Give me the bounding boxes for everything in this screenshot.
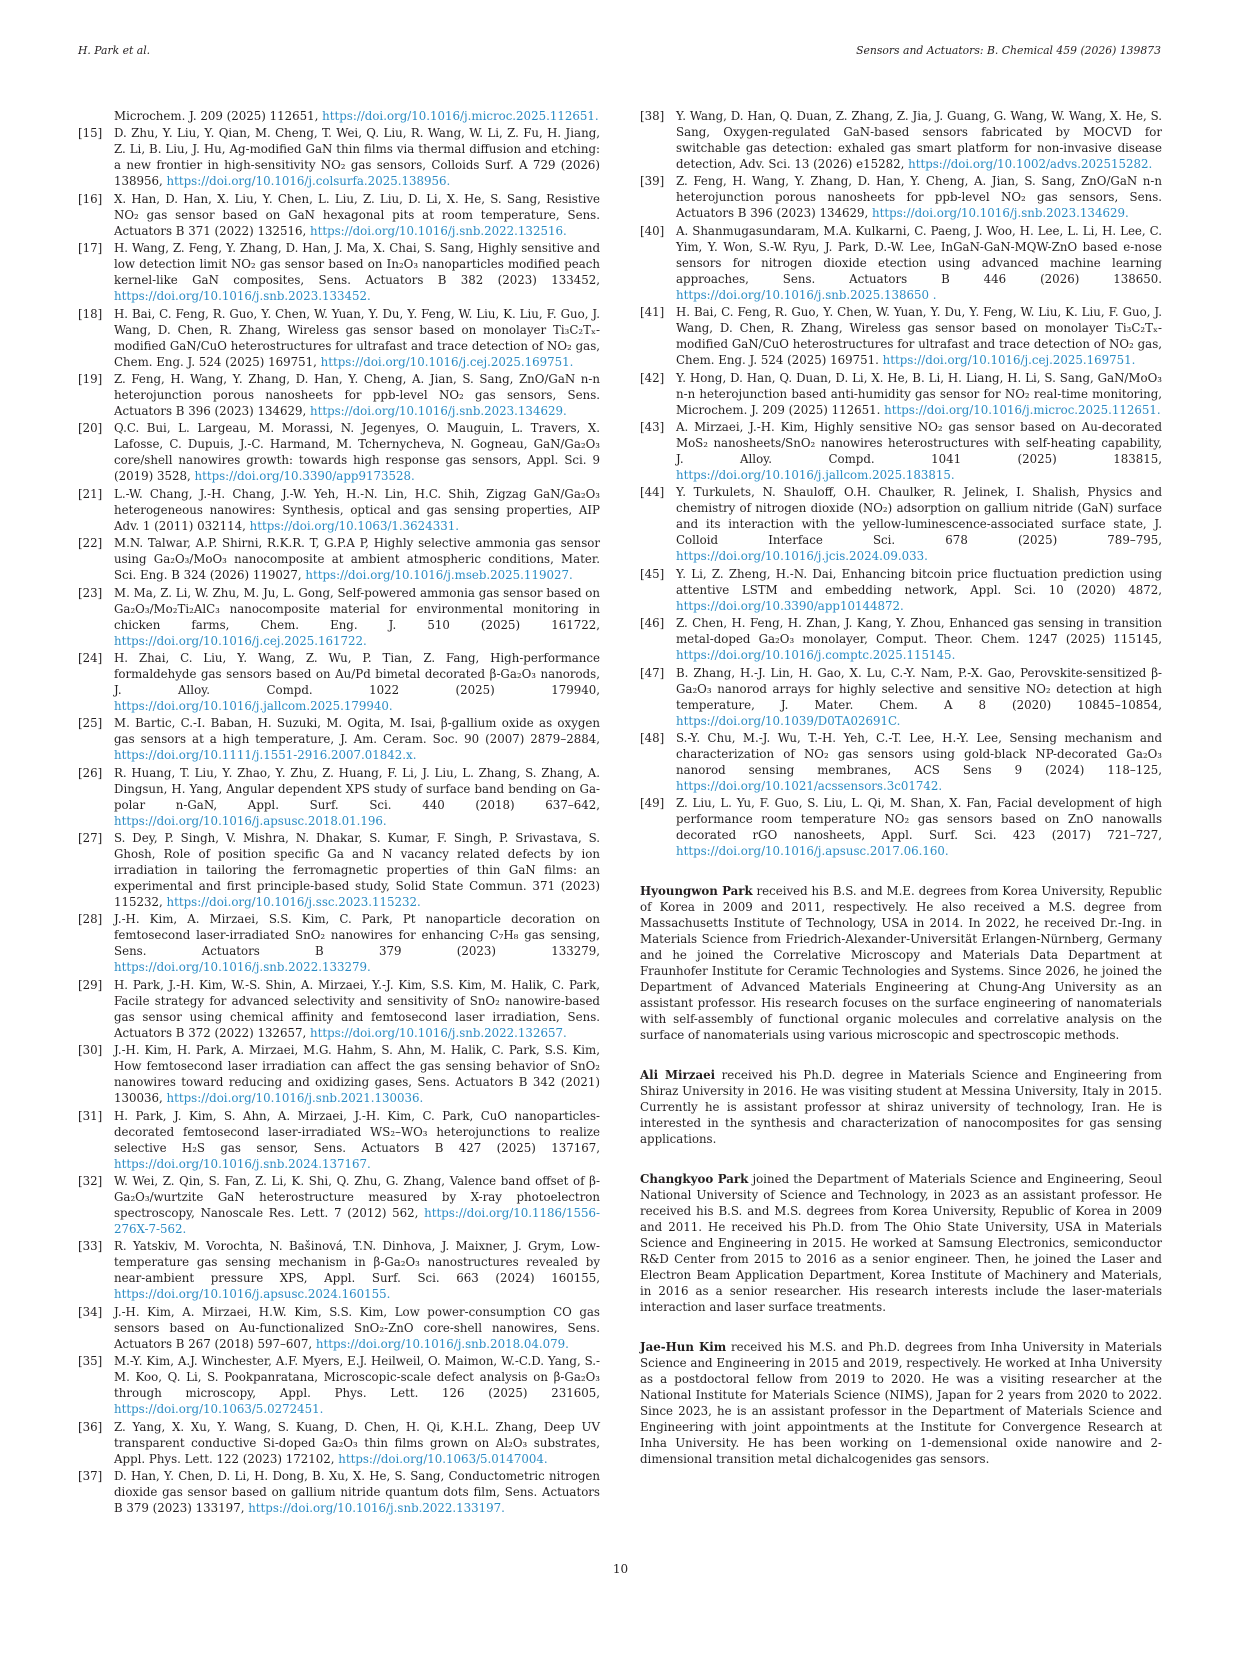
doi-link[interactable]: https://doi.org/10.1016/j.mseb.2025.119027. [305,568,573,583]
reference-body [114,911,600,975]
reference-number: [20] [78,421,103,436]
reference-number: [30] [78,1043,103,1058]
doi-link[interactable]: https://doi.org/10.1016/j.cej.2025.161722. [114,633,367,648]
reference-text: S.-Y. Chu, M.-J. Wu, T.-H. Yeh, C.-T. Lee, H.-Y. Lee, Sensing mechanism and characterization of NO₂ gas sensors using gold-black NP-decorated Ga₂O₃ nanorod sensing membranes, ACS Sens 9 (2024) 118–125, [676,730,1162,777]
reference-text: D. Han, Y. Chen, D. Li, H. Dong, B. Xu, X. He, S. Sang, Conductometric nitrogen dioxide gas sensor based on gallium nitride quantum dots film, Sens. Actuators B 379 (2023) 133197, [114,1468,600,1515]
reference-item [78,191,600,239]
author-bio [640,883,1162,1043]
reference-text: J.-H. Kim, A. Mirzaei, H.W. Kim, S.S. Kim, Low power-consumption CO gas sensors based on Au-functionalized SnO₂-ZnO core-shell nanowires, Sens. Actuators B 267 (2018) 597–607, [114,1304,600,1351]
reference-body [114,1353,600,1417]
reference-body [676,665,1162,729]
reference-item [78,585,600,649]
doi-link[interactable]: https://doi.org/10.1016/j.snb.2025.138650 . [676,287,937,302]
reference-item [78,1108,600,1172]
doi-link[interactable]: https://doi.org/10.1002/advs.202515282. [908,157,1153,171]
reference-body [676,566,1162,614]
reference-text: Z. Yang, X. Xu, Y. Wang, S. Kuang, D. Chen, H. Qi, K.H.L. Zhang, Deep UV transparent conductive Si-doped Ga₂O₃ thin films grown on Al₂O₃ substrates, Appl. Phys. Lett. 122 (2023) 172102, [114,1419,600,1466]
reference-body [114,1042,600,1106]
doi-link[interactable]: https://doi.org/10.1186/1556-276X-7-562. [114,1206,600,1237]
reference-item [78,125,600,189]
reference-continuation [78,108,600,124]
author-bio-text: received his B.S. and M.E. degrees from Korea University, Republic of Korea in 2009 and 2011, respectively. He also received a M.S. degree from Massachusetts Institute of Technology, USA in 2014. In 2022, he received Dr.-Ing. in Materials Science from Friedrich-Alexander-Universität Erlangen-Nürnberg, Germany and he joined the Correlative Microscopy and Materials Data Department at Fraunhofer Institute for Ceramic Technologies and Systems. Since 2026, he joined the Department of Advanced Materials Engineering at Chung-Ang University as an assistant professor. His research focuses on the surface engineering of nanomaterials with self-assembly of functional organic molecules and correlative analysis on the surface of nanomaterials using various microscopic and spectroscopic methods. [640,884,1162,1043]
reference-body [114,371,600,419]
reference-number: [41] [640,305,665,320]
reference-item [78,371,600,419]
doi-link[interactable]: https://doi.org/10.1016/j.snb.2022.133197. [248,1500,505,1515]
doi-link[interactable]: https://doi.org/10.1016/j.cej.2025.169751. [320,354,574,369]
reference-number: [18] [78,306,103,321]
reference-body [114,191,600,239]
reference-number: [34] [78,1304,103,1319]
reference-text: M. Bartic, C.-I. Baban, H. Suzuki, M. Ogita, M. Isai, β-gallium oxide as oxygen gas sensors at a high temperature, J. Am. Ceram. Soc. 90 (2007) 2879–2884, [114,716,600,747]
reference-number: [19] [78,371,103,386]
reference-number: [32] [78,1174,103,1189]
page-number: 10 [612,1562,629,1576]
reference-text: Y. Turkulets, N. Shauloff, O.H. Chaulker, R. Jelinek, I. Shalish, Physics and chemistry of nitrogen dioxide (NO₂) adsorption on gallium nitride (GaN) surface and its interaction with the yellow-luminescence-associated surface state, J. Colloid Interface Sci. 678 (2025) 789–795, [676,485,1162,548]
reference-number: [49] [640,796,665,811]
reference-body [676,419,1162,483]
reference-body [114,650,600,714]
reference-item [640,108,1162,172]
reference-number: [24] [78,650,103,665]
reference-text: Y. Hong, D. Han, Q. Duan, D. Li, X. He, B. Li, H. Liang, H. Li, S. Sang, GaN/MoO₃ n-n heterojunction based anti-humidity gas sensor for NO₂ real-time monitoring, Microchem. J. 209 (2025) 112651. [676,370,1162,417]
reference-text: Z. Liu, L. Yu, F. Guo, S. Liu, L. Qi, M. Shan, X. Fan, Facial development of high performance room temperature NO₂ gas sensors based on ZnO nanowalls decorated rGO nanosheets, Appl. Surf. Sci. 423 (2017) 721–727, [676,796,1162,843]
doi-link[interactable]: https://doi.org/10.3390/app10144872. [676,598,904,613]
reference-body [676,108,1162,172]
reference-number: [23] [78,585,103,600]
reference-item [640,484,1162,564]
reference-text: J.-H. Kim, A. Mirzaei, S.S. Kim, C. Park, Pt nanoparticle decoration on femtosecond laser-irradiated SnO₂ nanowires for enhancing C₇H₈ gas sensing, Sens. Actuators B 379 (2023) 133279, [114,912,600,959]
reference-text: H. Zhai, C. Liu, Y. Wang, Z. Wu, P. Tian, Z. Fang, High-performance formaldehyde gas sensors based on Au/Pd bimetal decorated β-Ga₂O₃ nanorods, J. Alloy. Compd. 1022 (2025) 179940, [114,650,600,697]
reference-body [114,1108,600,1172]
reference-body [676,173,1162,221]
reference-text: B. Zhang, H.-J. Lin, H. Gao, X. Lu, C.-Y. Nam, P.-X. Gao, Perovskite-sensitized β-Ga₂O₃ nanorod arrays for highly selective and sensitive NO₂ detection at high temperature, J. Mater. Chem. A 8 (2020) 10845–10854, [676,665,1162,712]
reference-number: [31] [78,1108,103,1123]
reference-list-left [78,125,600,1516]
reference-number: [39] [640,174,665,189]
author-bio-text: joined the Department of Materials Science and Engineering, Seoul National University of Science and Technology, in 2023 as an assistant professor. He received his B.S. and M.S. degrees from Korea University, Republic of Korea in 2009 and 2011. He received his Ph.D. from The Ohio State University, USA in Materials Science and Engineering in 2015. He worked at Samsung Electronics, semiconductor R&D Center from 2015 to 2016 as a senior engineer. Then, he joined the Laser and Electron Beam Application Department, Korea Institute of Machinery and Materials, in 2016 as a senior researcher. His research interests include the laser-materials interaction and laser surface treatments. [640,1172,1162,1315]
reference-number: [36] [78,1419,103,1434]
doi-link[interactable]: https://doi.org/10.1063/1.3624331. [249,518,459,533]
reference-item [78,830,600,910]
reference-body [114,1468,600,1516]
reference-body [676,795,1162,859]
doi-link[interactable]: https://doi.org/10.1016/j.cej.2025.169751. [882,353,1136,368]
reference-text: A. Shanmugasundaram, M.A. Kulkarni, C. Paeng, J. Woo, H. Lee, L. Li, H. Lee, C. Yim, Y. Won, S.-W. Ryu, J. Park, D.-W. Lee, InGaN-GaN-MQW-ZnO based e-nose sensors for nitrogen dioxide etection using advanced machine learning approaches, Sens. Actuators B 446 (2026) 138650. [676,223,1162,286]
author-bio [640,1339,1162,1467]
doi-link[interactable]: https://doi.org/10.1016/j.snb.2022.132516. [309,223,567,238]
reference-text: H. Bai, C. Feng, R. Guo, Y. Chen, W. Yuan, Y. Du, Y. Feng, W. Liu, K. Liu, F. Guo, J. Wang, D. Chen, R. Zhang, Wireless gas sensor based on monolayer Ti₃C₂Tₓ-modified GaN/CuO heterostructures for ultrafast and trace detection of NO₂ gas, Chem. Eng. J. 524 (2025) 169751, [114,306,600,369]
reference-body [114,306,600,370]
doi-link[interactable]: https://doi.org/10.1016/j.snb.2021.130036. [166,1091,424,1106]
doi-link[interactable]: https://doi.org/10.1016/j.snb.2024.137167. [114,1156,371,1171]
reference-item [78,1353,600,1417]
doi-link[interactable]: https://doi.org/10.1016/j.snb.2023.133452. [114,289,371,304]
reference-text: Z. Feng, H. Wang, Y. Zhang, D. Han, Y. Cheng, A. Jian, S. Sang, ZnO/GaN n-n heterojunction porous nanosheets for ppb-level NO₂ gas sensors, Sens. Actuators B 396 (2023) 134629, [676,174,1162,221]
reference-item [640,173,1162,221]
reference-number: [44] [640,485,665,500]
doi-link[interactable]: https://doi.org/10.1016/j.apsusc.2024.160155. [114,1287,391,1302]
reference-item [78,420,600,484]
reference-item [78,911,600,975]
reference-number: [40] [640,223,665,238]
doi-link[interactable]: https://doi.org/10.1063/5.0147004. [338,1451,548,1466]
reference-body [114,125,600,189]
reference-number: [15] [78,126,103,141]
doi-link[interactable]: https://doi.org/10.1016/j.apsusc.2017.06.160. [676,844,949,859]
reference-item [78,650,600,714]
reference-body [676,484,1162,564]
reference-item [640,223,1162,303]
reference-item [640,566,1162,614]
reference-number: [37] [78,1468,103,1483]
reference-body [676,730,1162,794]
reference-text: M.N. Talwar, A.P. Shirni, R.K.R. T, G.P.A P, Highly selective ammonia gas sensor using Ga₂O₃/MoO₃ nanocomposite at ambient atmospheric conditions, Mater. Sci. Eng. B 324 (2026) 119027, [114,536,600,583]
doi-link[interactable]: https://doi.org/10.1016/j.colsurfa.2025.138956. [166,174,451,189]
doi-link[interactable]: https://doi.org/10.1016/j.microc.2025.112651. [322,109,599,123]
reference-number: [33] [78,1239,103,1254]
reference-text: Microchem. J. 209 (2025) 112651, [114,109,323,123]
doi-link[interactable]: https://doi.org/10.1016/j.snb.2022.133279. [114,960,371,975]
reference-text: H. Wang, Z. Feng, Y. Zhang, D. Han, J. Ma, X. Chai, S. Sang, Highly sensitive and low detection limit NO₂ gas sensor based on In₂O₃ nanoparticles modified peach kernel-like GaN composites, Sens. Actuators B 382 (2023) 133452, [114,241,600,288]
reference-text: R. Huang, T. Liu, Y. Zhao, Y. Zhu, Z. Huang, F. Li, J. Liu, L. Zhang, S. Zhang, A. Dingsun, H. Yang, Angular dependent XPS study of surface band bending on Ga-polar n-GaN, Appl. Surf. Sci. 440 (2018) 637–642, [114,765,600,812]
reference-text: Z. Feng, H. Wang, Y. Zhang, D. Han, Y. Cheng, A. Jian, S. Sang, ZnO/GaN n-n heterojunction porous nanosheets for ppb-level NO₂ gas sensors, Sens. Actuators B 396 (2023) 134629, [114,371,600,418]
doi-link[interactable]: https://doi.org/10.1016/j.jallcom.2025.179940. [114,698,393,713]
left-column [78,108,600,1517]
doi-link[interactable]: https://doi.org/10.1016/j.microc.2025.112651. [884,402,1161,417]
doi-link[interactable]: https://doi.org/10.1016/j.apsusc.2018.01.196. [114,813,387,828]
reference-number: [35] [78,1354,103,1369]
doi-link[interactable]: https://doi.org/10.3390/app9173528. [194,469,415,484]
reference-item [640,730,1162,794]
right-column [640,108,1162,1491]
reference-body [114,715,600,763]
reference-number: [27] [78,831,103,846]
reference-text: W. Wei, Z. Qin, S. Fan, Z. Li, K. Shi, Q. Zhu, G. Zhang, Valence band offset of β-Ga₂O₃/wurtzite GaN heterostructure measured by X-ray photoelectron spectroscopy, Nanoscale Res. Lett. 7 (2012) 562, [114,1174,600,1221]
reference-item [78,1238,600,1302]
reference-body [114,830,600,910]
reference-number: [16] [78,191,103,206]
reference-text: M. Ma, Z. Li, W. Zhu, M. Ju, L. Gong, Self-powered ammonia gas sensor based on Ga₂O₃/Mo₂Ti₂AlC₃ nanocomposite material for environmental monitoring in chicken farms, Chem. Eng. J. 510 (2025) 161722, [114,585,600,632]
reference-number: [38] [640,109,665,123]
reference-item [78,1304,600,1352]
reference-item [78,715,600,763]
reference-number: [17] [78,241,103,256]
doi-link[interactable]: https://doi.org/10.1021/acssensors.3c01742. [676,778,943,793]
author-bio-text: received his M.S. and Ph.D. degrees from Inha University in Materials Science and Engineering in 2015 and 2019, respectively. He worked at Inha University as a postdoctoral fellow from 2019 to 2020. He was a visiting researcher at the National Institute for Materials Science (NIMS), Japan for 2 years from 2020 to 2022. Since 2023, he is an assistant professor in the Department of Materials Science and Engineering with joint appointments at the Institute for Convergence Research at Inha University. He has been working on 1-demensional oxide nanowire and 2-dimensional transition metal dichalcogenides gas sensors. [640,1340,1162,1467]
reference-number: [29] [78,977,103,992]
reference-text: J.-H. Kim, H. Park, A. Mirzaei, M.G. Hahm, S. Ahn, M. Halik, C. Park, S.S. Kim, How femtosecond laser irradiation can affect the gas sensing behavior of SnO₂ nanowires toward reducing and oxidizing gases, Sens. Actuators B 342 (2021) 130036, [114,1043,600,1106]
reference-text: Q.C. Bui, L. Largeau, M. Morassi, N. Jegenyes, O. Mauguin, L. Travers, X. Lafosse, C. Dupuis, J.-C. Harmand, M. Tchernycheva, N. Gogneau, GaN/Ga₂O₃ core/shell nanowires growth: towards high response gas sensors, Appl. Sci. 9 (2019) 3528, [114,421,600,484]
reference-number: [21] [78,486,103,501]
reference-body [676,223,1162,303]
reference-item [640,665,1162,729]
reference-number: [25] [78,716,103,731]
reference-number: [28] [78,912,103,927]
reference-number: [45] [640,566,665,581]
author-biographies [640,883,1162,1467]
reference-item [78,1042,600,1106]
reference-body [114,765,600,829]
reference-item [78,486,600,534]
reference-number: [43] [640,419,665,434]
reference-item [640,419,1162,483]
reference-list-right [640,108,1162,859]
reference-text: M.-Y. Kim, A.J. Winchester, A.F. Myers, E.J. Heilweil, O. Maimon, W.-C.D. Yang, S.-M. Koo, Q. Li, S. Pookpanratana, Microscopic-scale defect analysis on β-Ga₂O₃ through microscopy, Appl. Phys. Lett. 126 (2025) 231605, [114,1354,600,1401]
reference-text: A. Mirzaei, J.-H. Kim, Highly sensitive NO₂ gas sensor based on Au-decorated MoS₂ nanosheets/SnO₂ nanowires heterostructures with self-heating capability, J. Alloy. Compd. 1041 (2025) 183815, [676,419,1162,466]
reference-text: R. Yatskiv, M. Vorochta, N. Bašinová, T.N. Dinhova, J. Maixner, J. Grym, Low-temperature gas sensing mechanism in β-Ga₂O₃ nanostructures revealed by near-ambient pressure XPS, Appl. Surf. Sci. 663 (2024) 160155, [114,1239,600,1286]
reference-item [640,795,1162,859]
reference-item [78,1468,600,1516]
reference-body [676,615,1162,663]
doi-link[interactable]: https://doi.org/10.1016/j.snb.2023.134629. [871,206,1129,221]
reference-body [114,535,600,583]
reference-item [640,304,1162,368]
doi-link[interactable]: https://doi.org/10.1016/j.jallcom.2025.183815. [676,467,955,482]
reference-body [114,1419,600,1467]
reference-text: Y. Wang, D. Han, Q. Duan, Z. Zhang, Z. Jia, J. Guang, G. Wang, W. Wang, X. He, S. Sang, Oxygen-regulated GaN-based sensors fabricated by MOCVD for switchable gas detection: exhaled gas smart platform for non-invasive disease detection, Adv. Sci. 13 (2026) e15282, [676,109,1162,171]
reference-text: D. Zhu, Y. Liu, Y. Qian, M. Cheng, T. Wei, Q. Liu, R. Wang, W. Li, Z. Fu, H. Jiang, Z. Li, B. Liu, J. Hu, Ag-modified GaN thin films via thermal diffusion and etching: a new frontier in high-sensitivity NO₂ gas sensors, Colloids Surf. A 729 (2026) 138956, [114,126,600,189]
reference-text: H. Park, J.-H. Kim, W.-S. Shin, A. Mirzaei, Y.-J. Kim, S.S. Kim, M. Halik, C. Park, Facile strategy for advanced selectivity and sensitivity of SnO₂ nanowire-based gas sensor using chemical affinity and femtosecond laser irradiation, Sens. Actuators B 372 (2022) 132657, [114,977,600,1040]
reference-body [114,977,600,1041]
reference-item [78,1419,600,1467]
author-bio [640,1171,1162,1315]
reference-item [78,1173,600,1237]
reference-number: [46] [640,616,665,631]
reference-number: [22] [78,536,103,551]
reference-item [78,977,600,1041]
doi-link[interactable]: https://doi.org/10.1063/5.0272451. [114,1402,324,1417]
running-header-authors: H. Park et al. [78,44,151,57]
reference-body [114,240,600,304]
reference-number: [48] [640,730,665,745]
doi-link[interactable]: https://doi.org/10.1016/j.ssc.2023.115232. [166,895,421,910]
author-name: Jae-Hun Kim [640,1340,727,1355]
reference-body [114,1238,600,1302]
doi-link[interactable]: https://doi.org/10.1016/j.comptc.2025.115145. [676,648,956,663]
reference-item [640,370,1162,418]
reference-body [114,585,600,649]
author-name: Ali Mirzaei [640,1068,716,1083]
reference-body [114,486,600,534]
reference-text: H. Park, J. Kim, S. Ahn, A. Mirzaei, J.-H. Kim, C. Park, CuO nanoparticles-decorated femtosecond laser-irradiated WS₂–WO₃ heterojunctions to realize selective H₂S gas sensor, Sens. Actuators B 427 (2025) 137167, [114,1108,600,1155]
doi-link[interactable]: https://doi.org/10.1016/j.snb.2023.134629. [309,403,567,418]
reference-body [114,1173,600,1237]
reference-item [78,535,600,583]
reference-number: [42] [640,370,665,385]
doi-link[interactable]: https://doi.org/10.1016/j.snb.2022.132657. [309,1025,567,1040]
reference-text: H. Bai, C. Feng, R. Guo, Y. Chen, W. Yuan, Y. Du, Y. Feng, W. Liu, K. Liu, F. Guo, J. Wang, D. Chen, R. Zhang, Wireless gas sensor based on monolayer Ti₃C₂Tₓ-modified GaN/CuO heterostructures for ultrafast and trace detection of NO₂ gas, Chem. Eng. J. 524 (2025) 169751. [676,305,1162,368]
author-name: Changkyoo Park [640,1172,749,1187]
author-bio-text: received his Ph.D. degree in Materials Science and Engineering from Shiraz University in 2016. He was visiting student at Messina University, Italy in 2015. Currently he is assistant professor at shiraz university of technology, Iran. He is interested in the synthesis and characterization of nanocomposites for gas sensing applications. [640,1068,1162,1147]
reference-body [676,370,1162,418]
reference-text: Y. Li, Z. Zheng, H.-N. Dai, Enhancing bitcoin price fluctuation prediction using attentive LSTM and embedding network, Appl. Sci. 10 (2020) 4872, [676,566,1162,597]
doi-link[interactable]: https://doi.org/10.1039/D0TA02691C. [676,713,901,728]
reference-text: L.-W. Chang, J.-H. Chang, J.-W. Yeh, H.-N. Lin, H.C. Shih, Zigzag GaN/Ga₂O₃ heterogeneous nanowires: Synthesis, optical and gas sensing properties, AIP Adv. 1 (2011) 032114, [114,486,600,533]
doi-link[interactable]: https://doi.org/10.1016/j.snb.2018.04.079. [315,1336,569,1351]
reference-item [78,306,600,370]
doi-link[interactable]: https://doi.org/10.1016/j.jcis.2024.09.033. [676,549,928,564]
running-header-journal: Sensors and Actuators: B. Chemical 459 (2026) 139873 [856,44,1161,57]
reference-number: [26] [78,765,103,780]
reference-item [640,615,1162,663]
author-bio [640,1067,1162,1147]
author-name: Hyoungwon Park [640,884,753,899]
reference-text: X. Han, D. Han, X. Liu, Y. Chen, L. Liu, Z. Liu, D. Li, X. He, S. Sang, Resistive NO₂ gas sensor based on GaN hexagonal pits at room temperature, Sens. Actuators B 371 (2022) 132516, [114,191,600,238]
reference-body [114,1304,600,1352]
reference-item [78,240,600,304]
reference-body [114,420,600,484]
reference-text: S. Dey, P. Singh, V. Mishra, N. Dhakar, S. Kumar, F. Singh, P. Srivastava, S. Ghosh, Role of position specific Ga and N vacancy related defects by ion irradiation in tailoring the ferromagnetic properties of thin GaN films: an experimental and first principle-based study, Solid State Commun. 371 (2023) 115232, [114,831,600,910]
reference-text: Z. Chen, H. Feng, H. Zhan, J. Kang, Y. Zhou, Enhanced gas sensing in transition metal-doped Ga₂O₃ monolayer, Comput. Theor. Chem. 1247 (2025) 115145, [676,616,1162,647]
reference-item [78,765,600,829]
reference-number: [47] [640,665,665,680]
reference-body [676,304,1162,368]
doi-link[interactable]: https://doi.org/10.1111/j.1551-2916.2007.01842.x. [114,748,417,763]
